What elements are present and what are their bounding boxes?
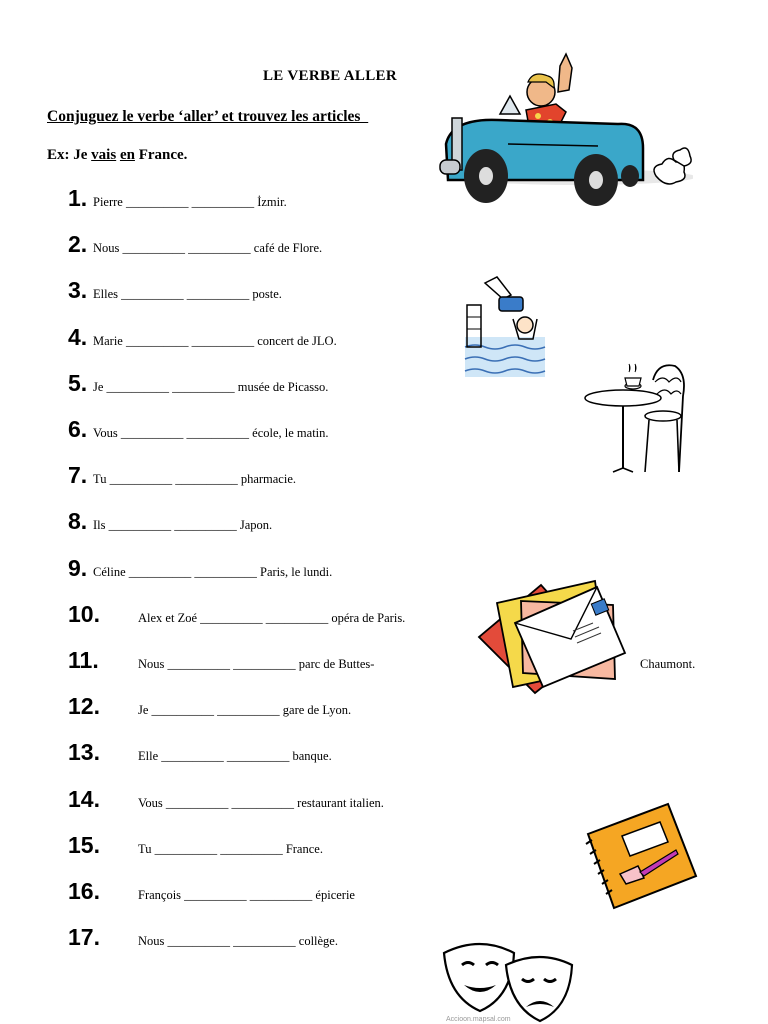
theater-masks-clipart bbox=[440, 935, 580, 1024]
exercise-sentence: Nous __________ __________ café de Flore. bbox=[93, 241, 323, 255]
exercise-number: 14. bbox=[68, 786, 100, 812]
exercise-number: 2. bbox=[68, 231, 88, 257]
example-verb: vais bbox=[91, 147, 117, 163]
exercise-number: 1. bbox=[68, 185, 88, 211]
exercise-number: 15. bbox=[68, 832, 100, 858]
exercise-sentence: Elle __________ __________ banque. bbox=[138, 749, 332, 763]
exercise-sentence: Vous __________ __________ école, le matin. bbox=[93, 426, 329, 440]
cafe-table-clipart bbox=[583, 360, 688, 478]
exercise-number: 16. bbox=[68, 878, 100, 904]
swimming-pool-clipart bbox=[463, 275, 548, 380]
exercise-sentence: Marie __________ __________ concert de JLO. bbox=[93, 334, 337, 348]
example-rest: France. bbox=[134, 147, 188, 163]
exercise-number: 5. bbox=[68, 370, 88, 396]
exercise-number: 9. bbox=[68, 555, 88, 581]
example-prefix: Ex: Je bbox=[47, 147, 92, 163]
exercise-sentence: Nous __________ __________ collège. bbox=[138, 934, 338, 948]
exercise-number: 7. bbox=[68, 462, 88, 488]
exercise-sentence: Vous __________ __________ restaurant italien. bbox=[138, 796, 384, 810]
exercise-number: 6. bbox=[68, 416, 88, 442]
worksheet-title: LE VERBE ALLER bbox=[263, 68, 397, 84]
exercise-number: 13. bbox=[68, 739, 100, 765]
exercise-sentence: Ils __________ __________ Japon. bbox=[93, 518, 273, 532]
envelopes-clipart bbox=[475, 575, 630, 700]
example-article: en bbox=[119, 147, 135, 163]
exercise-sentence: François __________ __________ épicerie bbox=[138, 888, 355, 902]
exercise-sentence: Alex et Zoé __________ __________ opéra de Paris. bbox=[138, 611, 406, 625]
exercise-sentence: Elles __________ __________ poste. bbox=[93, 287, 282, 301]
instruction-heading: Conjuguez le verbe ‘aller’ et trouvez les articles bbox=[47, 108, 369, 125]
exercise-sentence: Céline __________ __________ Paris, le lundi. bbox=[93, 565, 333, 579]
exercise-sentence: Tu __________ __________ pharmacie. bbox=[93, 472, 296, 486]
exercise-number: 3. bbox=[68, 277, 88, 303]
example-line bbox=[47, 147, 187, 164]
exercise-sentence: Pierre __________ __________ İzmir. bbox=[93, 195, 287, 209]
exercise-number: 8. bbox=[68, 508, 88, 534]
exercise-continuation: Chaumont. bbox=[640, 657, 696, 671]
exercise-sentence: Tu __________ __________ France. bbox=[138, 842, 323, 856]
exercise-sentence: Je __________ __________ musée de Picasso. bbox=[93, 380, 329, 394]
exercise-number: 4. bbox=[68, 324, 88, 350]
exercise-sentence: Nous __________ __________ parc de Buttes- bbox=[138, 657, 375, 671]
exercise-sentence: Je __________ __________ gare de Lyon. bbox=[138, 703, 352, 717]
car-clipart bbox=[438, 52, 693, 214]
exercise-number: 11. bbox=[68, 647, 99, 673]
exercise-number: 12. bbox=[68, 693, 100, 719]
exercise-number: 17. bbox=[68, 924, 100, 950]
notebook-clipart bbox=[580, 800, 702, 912]
masks-watermark: Accioon.mapsal.com bbox=[446, 1016, 511, 1023]
exercise-number: 10. bbox=[68, 601, 100, 627]
